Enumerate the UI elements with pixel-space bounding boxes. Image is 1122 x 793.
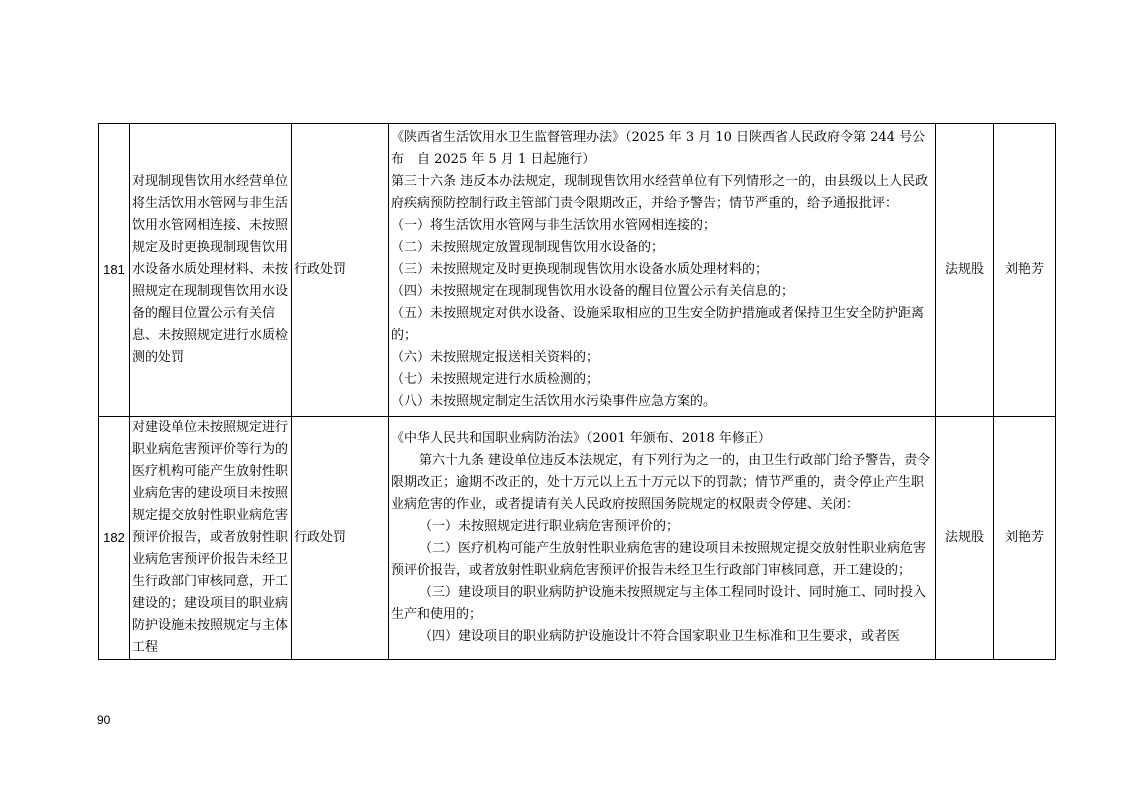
item-type: 行政处罚 <box>292 124 389 417</box>
page-number: 90 <box>97 713 111 727</box>
basis-clause: （二）未按照规定放置现制现售饮用水设备的； <box>391 240 665 255</box>
basis-clause: （四）未按照规定在现制现售饮用水设备的醒目位置公示有关信息的； <box>391 284 795 299</box>
row-number: 181 <box>99 124 130 417</box>
regulation-table <box>98 123 1056 660</box>
basis-clause: （二）医疗机构可能产生放射性职业病危害的建设项目未按照规定提交放射性职业病危害预评价报告，或者放射性职业病危害预评价报告未经卫生行政部门审核同意，开工建设的； <box>391 541 927 578</box>
item-name: 对现制现售饮用水经营单位将生活饮用水管网与非生活饮用水管网相连接、未按照规定及时更换现制现售饮用水设备水质处理材料、未按照规定在现制现售饮用水设备的醒目位置公示有关信息、未按照规定进行水质检测的处罚 <box>130 124 292 417</box>
row-number: 182 <box>99 417 130 660</box>
item-name: 对建设单位未按照规定进行职业病危害预评价等行为的医疗机构可能产生放射性职业病危害的建设项目未按照规定提交放射性职业病危害预评价报告，或者放射性职业病危害预评价报告未经卫生行政部门审核同意，开工建设的；建设项目的职业病防护设施未按照规定与主体工程 <box>130 417 292 660</box>
basis-clause: （三）建设项目的职业病防护设施未按照规定与主体工程同时设计、同时施工、同时投入生产和使用的； <box>391 585 927 622</box>
basis-clause: （六）未按照规定报送相关资料的； <box>391 350 600 365</box>
responsible-department: 法规股 <box>936 417 994 660</box>
basis-source: 《中华人民共和国职业病防治法》（2001 年颁布、2018 年修正） <box>391 431 771 446</box>
item-type: 行政处罚 <box>292 417 389 660</box>
basis-article: 第三十六条 违反本办法规定，现制现售饮用水经营单位有下列情形之一的，由县级以上人民政府疾病预防控制行政主管部门责令限期改正，并给予警告；情节严重的，给予通报批评： <box>391 174 929 211</box>
basis-clause: （七）未按照规定进行水质检测的； <box>391 372 600 387</box>
basis-clause: （五）未按照规定对供水设备、设施采取相应的卫生安全防护措施或者保持卫生安全防护距离的； <box>391 306 925 343</box>
responsible-person: 刘艳芳 <box>994 124 1056 417</box>
basis-clause: （三）未按照规定及时更换现制现售饮用水设备水质处理材料的； <box>391 262 769 277</box>
basis-clause: （四）建设项目的职业病防护设施设计不符合国家职业卫生标准和卫生要求，或者医 <box>419 629 901 644</box>
basis-clause: （一）未按照规定进行职业病危害预评价的； <box>419 519 680 534</box>
responsible-person: 刘艳芳 <box>994 417 1056 660</box>
legal-basis <box>389 124 936 417</box>
table-row <box>99 124 1056 417</box>
basis-article: 第六十九条 建设单位违反本法规定，有下列行为之一的，由卫生行政部门给予警告，责令限期改正；逾期不改正的，处十万元以上五十万元以下的罚款；情节严重的，责令停止产生职业病危害的作业，或者提请有关人民政府按照国务院规定的权限责令停建、关闭： <box>391 453 931 512</box>
basis-source: 《陕西省生活饮用水卫生监督管理办法》（2025 年 3 月 10 日陕西省人民政府令第 244 号公布 自 2025 年 5 月 1 日起施行） <box>391 130 926 167</box>
table-row <box>99 417 1056 660</box>
responsible-department: 法规股 <box>936 124 994 417</box>
basis-clause: （八）未按照规定制定生活饮用水污染事件应急方案的。 <box>391 394 717 409</box>
basis-clause: （一）将生活饮用水管网与非生活饮用水管网相连接的； <box>391 218 717 233</box>
legal-basis <box>389 417 936 660</box>
